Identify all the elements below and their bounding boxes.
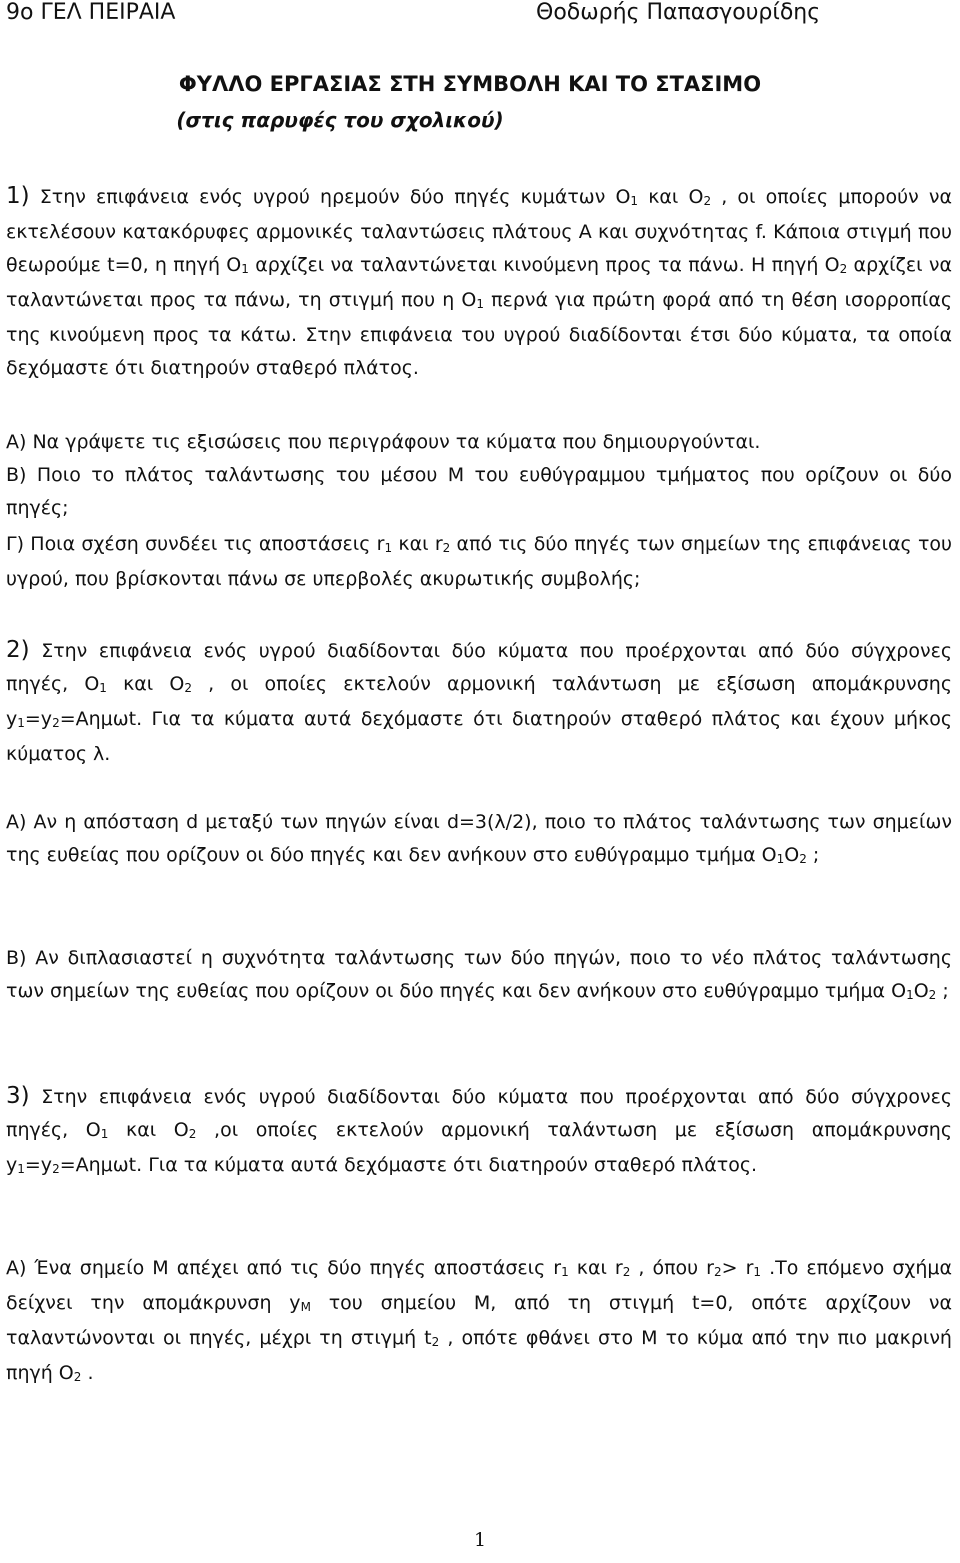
text: =Αημωt. Για τα κύματα αυτά δεχόμαστε ότι διατηρούν σταθερό πλάτος και έχουν μήκος κύματος λ.: [6, 708, 952, 765]
text: =y: [24, 708, 53, 730]
page-number: 1: [473, 1529, 487, 1551]
subscript: 2: [184, 681, 192, 695]
worksheet-subtitle: (στις παρυφές του σχολικού): [176, 108, 504, 132]
subscript: 1: [241, 262, 249, 276]
subscript: 1: [906, 988, 914, 1002]
text: Γ) Ποια σχέση συνδέει τις αποστάσεις r: [6, 533, 385, 555]
subscript: 2: [442, 541, 451, 555]
text: , οι οποίες εκτελούν αρμονική ταλάντωση με εξίσωση απομάκρυνσης y: [6, 673, 952, 730]
subscript: 2: [799, 852, 807, 866]
text: =y: [24, 1154, 53, 1176]
text: και O: [106, 673, 185, 695]
subscript: 2: [622, 1265, 631, 1279]
question-3-part-a: [6, 1252, 952, 1392]
question-number: 3): [6, 1083, 30, 1109]
question-2-part-a: [6, 806, 952, 874]
text: Στην επιφάνεια ενός υγρού ηρεμούν δύο πηγές κυμάτων O: [39, 186, 631, 208]
text: .: [81, 1362, 94, 1384]
text: αρχίζει να ταλαντώνεται προς τα πάνω, τη στιγμή που η O: [6, 254, 952, 311]
text: , όπου r: [630, 1257, 714, 1279]
subscript: 1: [776, 852, 785, 866]
text: Α) Αν η απόσταση d μεταξύ των πηγών είναι d=3(λ/2), ποιο το πλάτος ταλάντωσης των σημείων της ευθείας που ορίζουν οι δύο πηγές και δεν ανήκουν στο ευθύγραμμο τμήμα O: [6, 811, 952, 866]
subscript: 2: [188, 1127, 197, 1141]
page-header: [6, 0, 952, 30]
subscript: 2: [928, 988, 937, 1002]
question-1-part-a: Α) Να γράψετε τις εξισώσεις που περιγράφουν τα κύματα που δημιουργούνται.: [6, 431, 761, 453]
text: αρχίζει να ταλαντώνεται κινούμενη προς τα πάνω. Η πηγή O: [248, 254, 840, 276]
text: .Το επόμενο σχήμα δείχνει την απομάκρυνση y: [6, 1257, 952, 1314]
subscript: 1: [753, 1265, 762, 1279]
question-2-part-b: [6, 942, 952, 1010]
text: Α) Ένα σημείο Μ απέχει από τις δύο πηγές αποστάσεις r: [6, 1257, 562, 1279]
question-1-intro: [6, 180, 952, 385]
text: ,οι οποίες εκτελούν αρμονική ταλάντωση με εξίσωση απομάκρυνσης y: [6, 1119, 953, 1176]
subscript: 1: [17, 716, 25, 730]
subscript: 1: [476, 297, 485, 311]
subscript: 1: [630, 194, 639, 208]
text: και O: [108, 1119, 189, 1141]
question-1-part-b: Β) Ποιο το πλάτος ταλάντωσης του μέσου Μ του ευθύγραμμου τμήματος που ορίζουν οι δύο πηγές;: [6, 464, 952, 519]
text: Στην επιφάνεια ενός υγρού διαδίδονται δύο κύματα που προέρχονται από δύο σύγχρονες πηγές, O: [6, 1086, 952, 1141]
subscript: 2: [52, 716, 60, 730]
question-1-part-c: [6, 528, 952, 596]
text: O: [913, 980, 929, 1002]
subscript: 2: [714, 1265, 722, 1279]
subscript: 2: [703, 194, 712, 208]
question-number: 2): [6, 637, 30, 663]
subscript: 1: [100, 1127, 109, 1141]
author-name: Θοδωρής Παπασγουρίδης: [536, 0, 821, 25]
text: Β) Αν διπλασιαστεί η συχνότητα ταλάντωσης των δύο πηγών, ποιο το νέο πλάτος ταλάντωσης των σημείων της ευθείας που ορίζουν οι δύο πηγές και δεν ανήκουν στο ευθύγραμμο τμήμα O: [6, 947, 952, 1002]
text: > r: [721, 1257, 754, 1279]
worksheet-title: ΦΥΛΛΟ ΕΡΓΑΣΙΑΣ ΣΤΗ ΣΥΜΒΟΛΗ ΚΑΙ ΤΟ ΣΤΑΣΙΜΟ: [178, 72, 762, 96]
text: και r: [568, 1257, 623, 1279]
subscript: 2: [52, 1162, 60, 1176]
subscript: 1: [561, 1265, 569, 1279]
subscript: 1: [17, 1162, 25, 1176]
text: του σημείου Μ, από τη στιγμή t=0, οπότε αρχίζουν να ταλαντώνονται οι πηγές, μέχρι τη στιγμή t: [6, 1292, 953, 1349]
subscript: 1: [384, 541, 393, 555]
text: και r: [392, 533, 443, 555]
text: Στην επιφάνεια ενός υγρού διαδίδονται δύο κύματα που προέρχονται από δύο σύγχρονες πηγές, O: [6, 640, 952, 695]
question-2-intro: [6, 634, 952, 771]
subscript: 2: [839, 262, 848, 276]
text: =Αημωt. Για τα κύματα αυτά δεχόμαστε ότι διατηρούν σταθερό πλάτος.: [59, 1154, 758, 1176]
text: και O: [638, 186, 704, 208]
text: από τις δύο πηγές των σημείων της επιφάνειας του υγρού, που βρίσκονται πάνω σε υπερβολές ακυρωτικής συμβολής;: [6, 533, 953, 590]
text: O: [784, 844, 800, 866]
text: , οι οποίες μπορούν να εκτελέσουν κατακόρυφες αρμονικές ταλαντώσεις πλάτους A και συχνότητας f. Κάποια στιγμή που θεωρούμε t=0, η πηγή O: [6, 186, 952, 276]
question-number: 1): [6, 183, 30, 209]
subscript: 2: [73, 1370, 82, 1384]
school-name: 9ο ΓΕΛ ΠΕΙΡΑΙΑ: [6, 0, 176, 25]
subscript: 1: [99, 681, 107, 695]
text: περνά για πρώτη φορά από τη θέση ισορροπίας της κινούμενη προς τα κάτω. Στην επιφάνεια του υγρού διαδίδονται έτσι δύο κύματα, τα οποία δεχόμαστε ότι διατηρούν σταθερό πλάτος.: [6, 289, 952, 379]
text: ;: [936, 980, 949, 1002]
text: ;: [806, 844, 820, 866]
text: , οπότε φθάνει στο Μ το κύμα από την πιο μακρινή πηγή O: [6, 1327, 952, 1384]
question-3-intro: [6, 1080, 952, 1184]
subscript: M: [300, 1300, 311, 1314]
subscript: 2: [431, 1335, 440, 1349]
